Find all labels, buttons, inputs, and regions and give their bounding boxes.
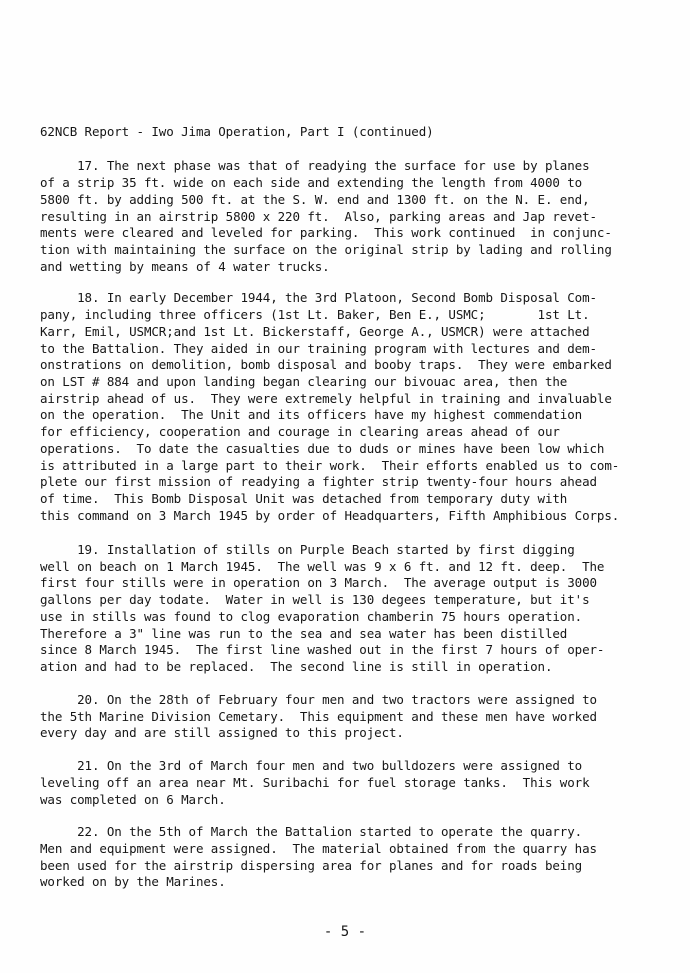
text-line: Karr, Emil, USMCR;and 1st Lt. Bickerstaff, George A., USMCR) were attached: [40, 324, 590, 339]
text-line: resulting in an airstrip 5800 x 220 ft. Also, parking areas and Jap revet-: [40, 209, 597, 224]
text-line: was completed on 6 March.: [40, 792, 226, 807]
text-line: of a strip 35 ft. wide on each side and extending the length from 4000 to: [40, 175, 583, 190]
text-line: ation and had to be replaced. The second line is still in operation.: [40, 659, 553, 674]
text-line: on LST # 884 and upon landing began clearing our bivouac area, then the: [40, 374, 568, 389]
text-line: 20. On the 28th of February four men and two tractors were assigned to: [40, 692, 597, 707]
text-line: use in stills was found to clog evaporation chamberin 75 hours operation.: [40, 609, 583, 624]
text-line: is attributed in a large part to their work. Their efforts enabled us to com-: [40, 458, 620, 473]
text-line: 19. Installation of stills on Purple Beach started by first digging: [40, 542, 575, 557]
text-line: airstrip ahead of us. They were extremely helpful in training and invaluable: [40, 391, 612, 406]
text-line: well on beach on 1 March 1945. The well was 9 x 6 ft. and 12 ft. deep. The: [40, 559, 605, 574]
text-line: Men and equipment were assigned. The material obtained from the quarry has: [40, 841, 597, 856]
text-line: to the Battalion. They aided in our training program with lectures and dem-: [40, 341, 597, 356]
text-line: onstrations on demolition, bomb disposal and booby traps. They were embarked: [40, 357, 612, 372]
text-line: gallons per day todate. Water in well is 130 degees temperature, but it's: [40, 592, 590, 607]
text-line: for efficiency, cooperation and courage in clearing areas ahead of our: [40, 424, 560, 439]
text-line: pany, including three officers (1st Lt. Baker, Ben E., USMC; 1st Lt.: [40, 307, 590, 322]
text-line: Therefore a 3" line was run to the sea and sea water has been distilled: [40, 626, 568, 641]
text-line: 21. On the 3rd of March four men and two bulldozers were assigned to: [40, 758, 583, 773]
page-number: - 5 -: [323, 924, 367, 940]
text-line: first four stills were in operation on 3 March. The average output is 3000: [40, 575, 597, 590]
text-line: 5800 ft. by adding 500 ft. at the S. W. end and 1300 ft. on the N. E. end,: [40, 192, 590, 207]
text-line: leveling off an area near Mt. Suribachi for fuel storage tanks. This work: [40, 775, 590, 790]
text-line: every day and are still assigned to this project.: [40, 725, 404, 740]
text-line: 22. On the 5th of March the Battalion started to operate the quarry.: [40, 824, 583, 839]
text-line: this command on 3 March 1945 by order of Headquarters, Fifth Amphibious Corps.: [40, 508, 620, 523]
text-line: been used for the airstrip dispersing area for planes and for roads being: [40, 858, 583, 873]
text-line: on the operation. The Unit and its officers have my highest commendation: [40, 407, 583, 422]
text-line: of time. This Bomb Disposal Unit was detached from temporary duty with: [40, 491, 568, 506]
page-header: 62NCB Report - Iwo Jima Operation, Part I (continued): [40, 124, 434, 139]
text-line: ments were cleared and leveled for parking. This work continued in conjunc-: [40, 225, 612, 240]
text-line: worked on by the Marines.: [40, 874, 226, 889]
text-line: since 8 March 1945. The first line washed out in the first 7 hours of oper-: [40, 642, 605, 657]
text-line: tion with maintaining the surface on the original strip by lading and rolling: [40, 242, 612, 257]
text-line: plete our first mission of readying a fighter strip twenty-four hours ahead: [40, 474, 597, 489]
text-line: and wetting by means of 4 water trucks.: [40, 259, 330, 274]
text-line: 18. In early December 1944, the 3rd Platoon, Second Bomb Disposal Com-: [40, 290, 597, 305]
text-line: the 5th Marine Division Cemetary. This equipment and these men have worked: [40, 709, 597, 724]
text-line: 17. The next phase was that of readying the surface for use by planes: [40, 158, 590, 173]
text-line: operations. To date the casualties due to duds or mines have been low which: [40, 441, 605, 456]
